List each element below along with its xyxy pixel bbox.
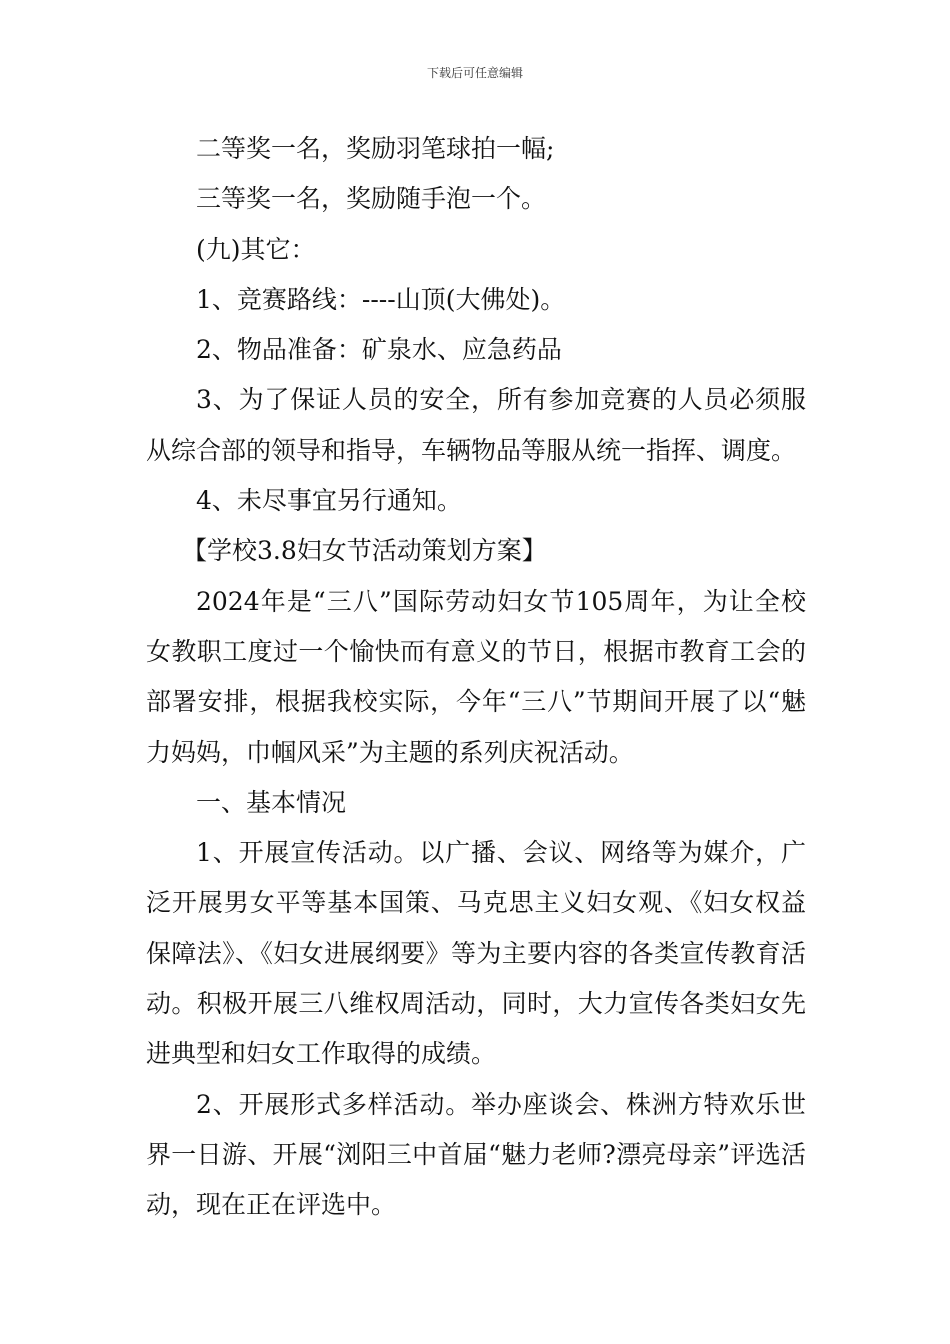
paragraph-third-prize: 三等奖一名，奖励随手泡一个。 <box>196 184 547 214</box>
paragraph-further-notice: 4、未尽事宜另行通知。 <box>196 486 462 516</box>
heading-basic-situation: 一、基本情况 <box>196 787 347 817</box>
paragraph-race-route: 1、竞赛路线：----山顶(大佛处)。 <box>196 284 566 314</box>
paragraph-activities: 2、开展形式多样活动。举办座谈会、株洲方特欢乐世界一日游、开展“浏阳三中首届“魅力老师?漂亮母亲”评选活动，现在正在评选中。 <box>146 1089 806 1220</box>
paragraph-intro: 2024年是“三八”国际劳动妇女节105周年，为让全校女教职工度过一个愉快而有意义的节日，根据市教育工会的部署安排，根据我校实际，今年“三八”节期间开展了以“魅力妈妈，巾帼风采”为主题的系列庆祝活动。 <box>146 586 806 767</box>
document-body <box>146 124 806 1231</box>
paragraph-supplies: 2、物品准备：矿泉水、应急药品 <box>196 335 562 365</box>
paragraph-second-prize: 二等奖一名，奖励羽笔球拍一幅; <box>196 134 555 163</box>
paragraph-publicity: 1、开展宣传活动。以广播、会议、网络等为媒介，广泛开展男女平等基本国策、马克思主义妇女观、《妇女权益保障法》、《妇女进展纲要》等为主要内容的各类宣传教育活动。积极开展三八维权周活动，同时，大力宣传各类妇女先进典型和妇女工作取得的成绩。 <box>146 838 806 1069</box>
paragraph-safety: 3、为了保证人员的安全，所有参加竞赛的人员必须服从综合部的领导和指导，车辆物品等服从统一指挥、调度。 <box>146 385 806 465</box>
page-header: 下载后可任意编辑 <box>426 66 523 80</box>
section-title: 【学校3.8妇女节活动策划方案】 <box>182 536 547 566</box>
paragraph-section-other: (九)其它： <box>196 234 316 264</box>
